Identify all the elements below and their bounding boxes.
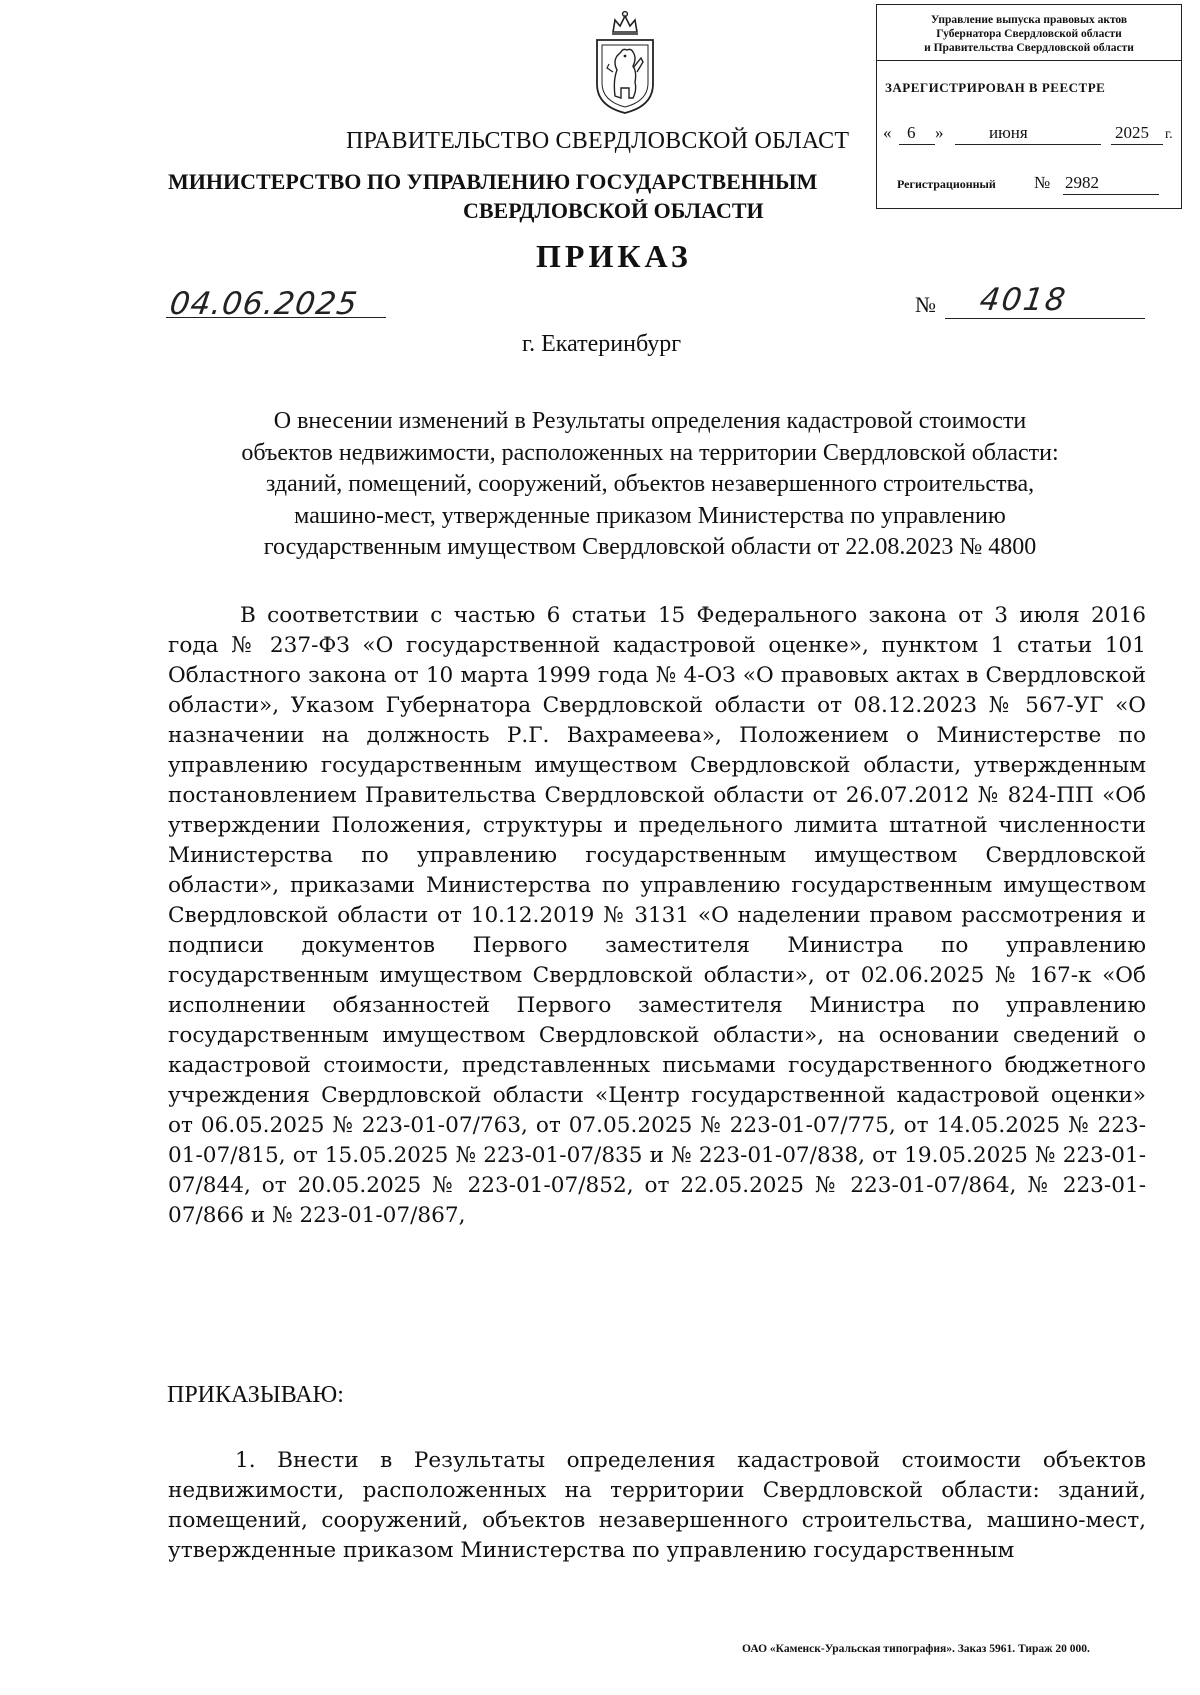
subject-line: О внесении изменений в Результаты определения кадастровой стоимости: [273, 408, 1027, 434]
stamp-header-line: Губернатора Свердловской области: [936, 28, 1122, 40]
stamp-number-underline: [1063, 194, 1159, 195]
date-underline: [166, 317, 386, 318]
city-label: г. Екатеринбург: [522, 331, 682, 357]
subject-line: машино-мест, утвержденные приказом Министерства по управлению: [294, 502, 1006, 529]
stamp-day: 6: [907, 123, 916, 142]
stamp-year-underline: [1111, 144, 1163, 145]
stamp-year-suffix: г.: [1165, 127, 1173, 142]
stamp-reg-number: 2982: [1065, 173, 1099, 192]
order-item-1: 1. Внести в Результаты определения кадастровой стоимости объектов недвижимости, расположенных на территории Свердловской области: зданий, помещений, сооружений, объектов незавершенного строительства, машино-мест, утвержденные приказом Министерства по управлению государственным: [168, 1448, 1146, 1563]
stamp-month: июня: [989, 123, 1028, 142]
registration-stamp: [876, 4, 1182, 209]
preamble-paragraph: В соответствии с частью 6 статьи 15 Федерального закона от 3 июля 2016 года № 237-ФЗ «О государственной кадастровой оценке», пунктом 1 статьи 101 Областного закона от 10 марта 1999 года № 4-ОЗ «О правовых актах в Свердловской области», Указом Губернатора Свердловской области от 08.12.2023 № 567-УГ «О назначении на должность Р.Г. Вахрамеева», Положением о Министерстве по управлению государственным имуществом Свердловской области, утвержденным постановлением Правительства Свердловской области от 26.07.2012 № 824-ПП «Об утверждении Положения, структуры и предельного лимита штатной численности Министерства по управлению государственным имуществом Свердловской области», приказами Министерства по управлению государственным имуществом Свердловской области от 10.12.2019 № 3131 «О наделении правом рассмотрения и подписи документов Первого заместителя Министра по управлению государственным имуществом Свердловской области», от 02.06.2025 № 167-к «Об исполнении обязанностей Первого заместителя Министра по управлению государственным имуществом Свердловской области», на основании сведений о кадастровой стоимости, представленных письмами государственного бюджетного учреждения Свердловской области «Центр государственной кадастровой оценки» от 06.05.2025 № 223-01-07/763, от 07.05.2025 № 223-01-07/775, от 14.05.2025 № 223-01-07/815, от 15.05.2025 № 223-01-07/835 и № 223-01-07/838, от 19.05.2025 № 223-01-07/844, от 20.05.2025 № 223-01-07/852, от 22.05.2025 № 223-01-07/864, № 223-01-07/866 и № 223-01-07/867,: [168, 603, 1146, 1228]
government-title: ПРАВИТЕЛЬСТВО СВЕРДЛОВСКОЙ ОБЛАСТ: [346, 128, 850, 154]
order-word: ПРИКАЗЫВАЮ:: [167, 1382, 344, 1408]
stamp-number: [897, 173, 1177, 197]
subject-line: государственным имуществом Свердловской области от 22.08.2023 № 4800: [263, 534, 1037, 560]
stamp-open-quote: «: [883, 123, 892, 142]
document-subject: [160, 406, 1140, 564]
stamp-day-underline: [899, 144, 935, 145]
handwritten-date: 04.06.2025: [167, 286, 361, 322]
stamp-header-line: и Правительства Свердловской области: [924, 42, 1134, 54]
stamp-reg-label: Регистрационный: [897, 177, 996, 191]
printer-footer: ОАО «Каменск-Уральская типография». Заказ 5961. Тираж 20 000.: [742, 1643, 1090, 1655]
stamp-header: [877, 5, 1181, 61]
stamp-registered-label: ЗАРЕГИСТРИРОВАН В РЕЕСТРЕ: [885, 80, 1106, 95]
stamp-month-underline: [955, 144, 1101, 145]
subject-line: объектов недвижимости, расположенных на территории Свердловской области:: [241, 439, 1059, 466]
number-symbol: №: [915, 292, 936, 317]
subject-line: зданий, помещений, сооружений, объектов незавершенного строительства,: [265, 471, 1035, 497]
stamp-close-quote: »: [935, 123, 944, 142]
ministry-title-line1: МИНИСТЕРСТВО ПО УПРАВЛЕНИЮ ГОСУДАРСТВЕННЫМ: [168, 169, 818, 194]
handwritten-number: 4018: [977, 282, 1070, 318]
stamp-date: [883, 123, 1179, 147]
stamp-header-line: Управление выпуска правовых актов: [930, 14, 1128, 26]
number-underline: [945, 318, 1145, 319]
coat-of-arms-icon: [591, 10, 659, 116]
ministry-title-line2: СВЕРДЛОВСКОЙ ОБЛАСТИ: [463, 198, 764, 223]
stamp-year: 2025: [1115, 123, 1149, 142]
document-type-title: ПРИКАЗ: [536, 238, 692, 274]
stamp-num-symbol: №: [1034, 173, 1051, 192]
